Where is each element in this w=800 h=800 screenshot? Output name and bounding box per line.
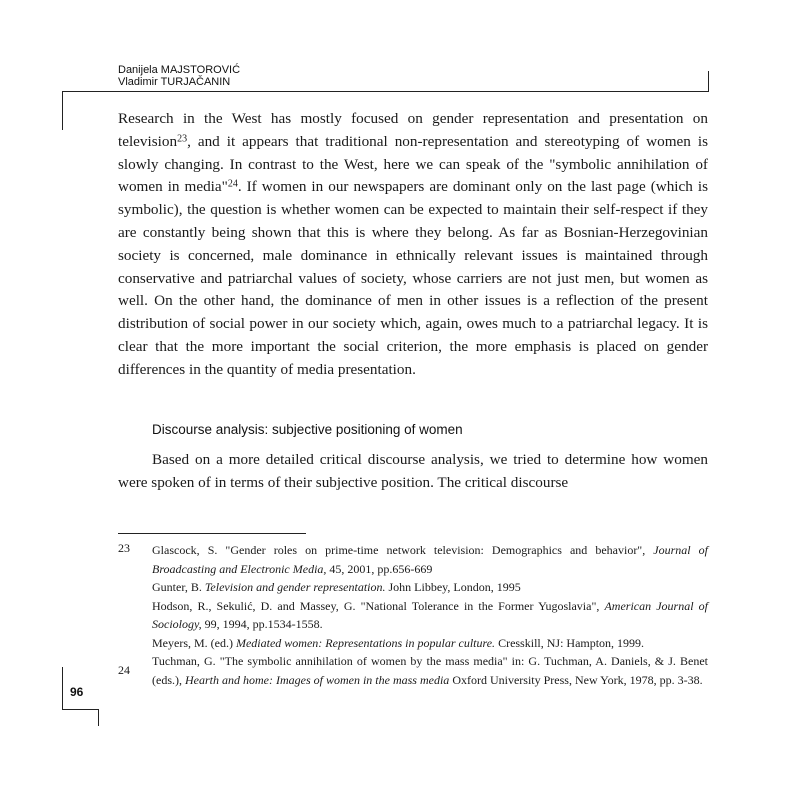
citation-text: Glascock, S. "Gender roles on prime-time network television: Demographics and behavior", [152, 543, 646, 557]
footnote-ref-23: 23 [177, 133, 188, 145]
footer-left-tick [62, 667, 63, 710]
citation-title: Mediated women: Representations in popular culture. [235, 635, 496, 650]
footnote-entry [152, 578, 708, 597]
footnote-24 [118, 652, 708, 689]
citation-text: Cresskill, NJ: Hampton, 1999. [495, 635, 645, 650]
para1-text-b: , and it appears that traditional non-representation and stereotyping of women is slowly changing. In contrast to the West, here we can speak of the "symbolic annihilation of women in media" [118, 132, 708, 196]
citation-title: Hearth and home: Images of women in the mass media [185, 672, 450, 687]
para1-text-a: Research in the West has mostly focused on gender representation and presentation on television [118, 110, 708, 150]
citation-text: Hodson, R., Sekulić, D. and Massey, G. "National Tolerance in the Former Yugoslavia", [152, 598, 605, 613]
header-rule [62, 91, 709, 92]
header-left-tick [62, 91, 63, 130]
citation-title: American Journal of Sociology, [152, 598, 708, 631]
para1-text-c: . If women in our newspapers are dominant only on the last page (which is symbolic), the question is whether women can be expected to maintain their self-respect if they are constantly being shown that this is where they belong. As far as Bosnian-Herzegovinian society is concerned, male dominance in ethnically relevant issues is maintained through conservative and patriarchal values of society, whose carriers are not just men, but women as well. On the other hand, the dominance of men in other issues is a reflection of the present distribution of social power in our society which, again, owes much to a patriarchal legacy. It is clear that the more important the social criterion, the more emphasis is placed on gender differences in the quantity of media presentation. [118, 178, 708, 378]
body-paragraph-1 [118, 108, 708, 382]
footnote-number-24: 24 [118, 663, 130, 677]
footer-rule [62, 709, 99, 710]
page-number: 96 [70, 685, 84, 699]
running-header [118, 64, 240, 88]
citation-text: Gunter, B. [152, 580, 205, 594]
citation-text: Meyers, M. (ed.) [152, 635, 236, 650]
citation-text: 99, 1994, pp.1534-1558. [201, 617, 323, 631]
footnote-entry [152, 597, 708, 634]
citation-text: John Libbey, London, 1995 [385, 580, 521, 594]
citation-text: Tuchman, G. "The symbolic annihilation of women by the mass media" in: G. Tuchman, A. Daniels, & J. Benet (eds.), [152, 654, 708, 687]
header-right-tick [708, 71, 709, 92]
footnote-ref-24: 24 [227, 178, 238, 190]
footnote-23 [118, 541, 708, 652]
footnote-number-23: 23 [118, 541, 130, 555]
body-paragraph-2: Based on a more detailed critical discourse analysis, we tried to determine how women were spoken of in terms of their subjective position. The critical discourse [118, 451, 708, 491]
author-name-1: Danijela MAJSTOROVIĆ [118, 64, 241, 76]
citation-text: 45, 2001, pp.656-669 [326, 561, 433, 576]
footnote-separator [118, 533, 306, 534]
citation-title: Television and gender representation. [204, 580, 386, 594]
citation-title: Journal of Broadcasting and Electronic Media, [152, 543, 708, 576]
footnotes [118, 541, 708, 689]
footnote-entry [152, 634, 708, 653]
citation-text: Oxford University Press, New York, 1978, pp. 3-38. [449, 672, 703, 687]
footer-right-tick [98, 709, 99, 726]
footnote-entry [152, 652, 708, 689]
footnote-entry [152, 541, 708, 578]
section-heading: Discourse analysis: subjective positioning of women [152, 422, 463, 437]
author-name-2: Vladimir TURJAČANIN [118, 76, 231, 88]
